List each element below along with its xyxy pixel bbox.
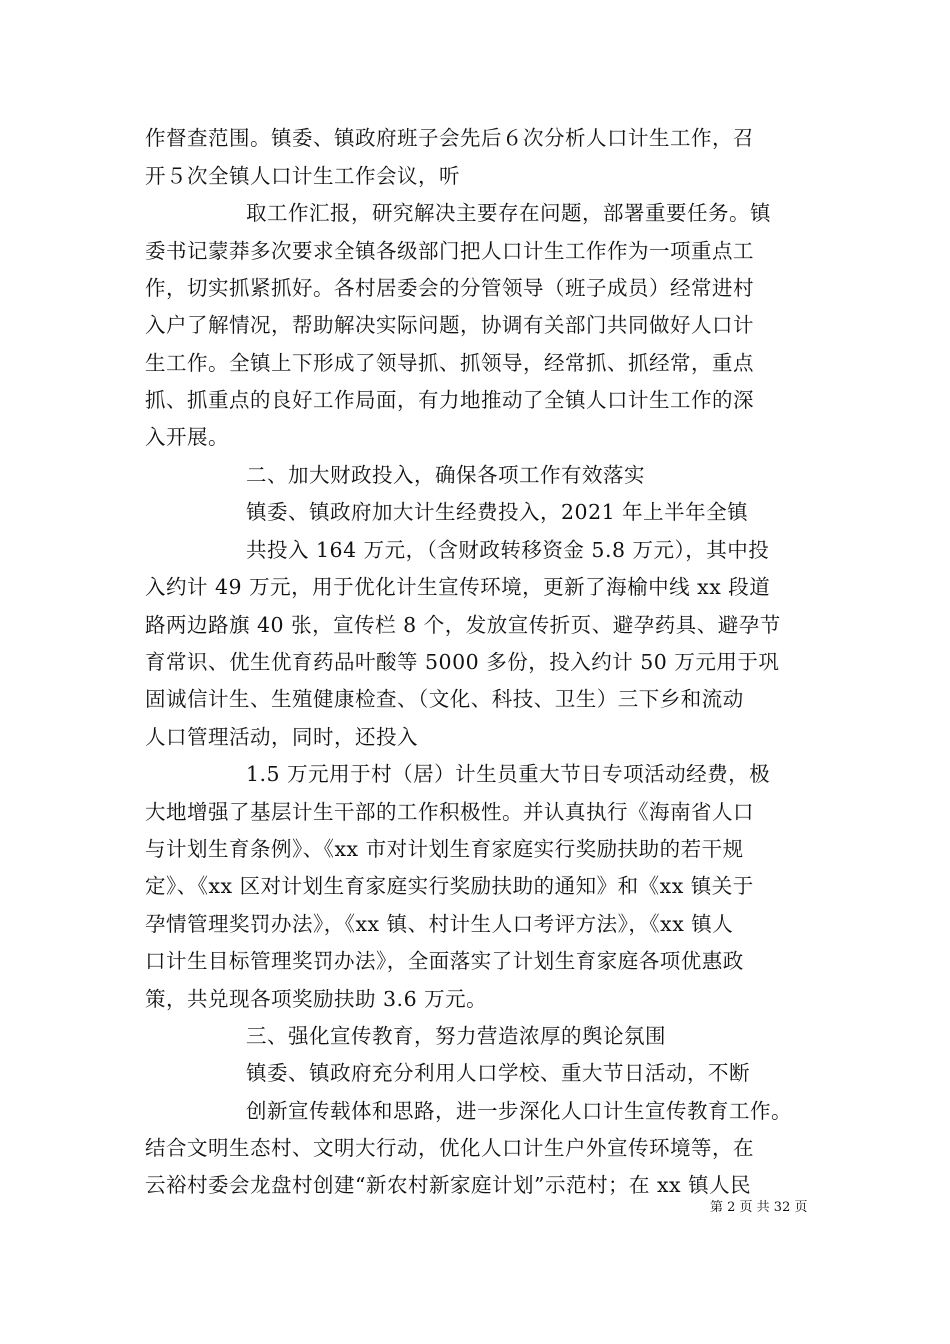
text-line: 取工作汇报，研究解决主要存在问题，部署重要任务。镇: [246, 201, 771, 225]
text-line: 人口管理活动，同时，还投入: [145, 725, 418, 749]
text-line: 镇委、镇政府充分利用人口学校、重大节日活动，不断: [246, 1061, 750, 1085]
text-line: 委书记蒙莽多次要求全镇各级部门把人口计生工作作为一项重点工: [145, 239, 754, 263]
text-line: 入户了解情况，帮助解决实际问题，协调有关部门共同做好人口计: [145, 313, 754, 337]
text-line: 口计生目标管理奖罚办法》，全面落实了计划生育家庭各项优惠政: [145, 949, 744, 973]
text-line: 固诚信计生、生殖健康检查、（文化、科技、卫生）三下乡和流动: [145, 687, 744, 711]
text-line: 入约计 49 万元，用于优化计生宣传环境，更新了海榆中线 xx 段道: [145, 575, 771, 599]
text-line: 路两边路旗 40 张，宣传栏 8 个，发放宣传折页、避孕药具、避孕节: [145, 613, 781, 637]
text-line: 大地增强了基层计生干部的工作积极性。并认真执行《海南省人口: [145, 800, 754, 824]
text-line: 生工作。全镇上下形成了领导抓、抓领导，经常抓、抓经常，重点: [145, 351, 754, 375]
text-line: 结合文明生态村、文明大行动，优化人口计生户外宣传环境等，在: [145, 1136, 754, 1160]
text-line: 创新宣传载体和思路，进一步深化人口计生宣传教育工作。: [246, 1099, 792, 1123]
text-line: 作督查范围。镇委、镇政府班子会先后６次分析人口计生工作，召: [145, 126, 754, 150]
text-line: 1.5 万元用于村（居）计生员重大节日专项活动经费，极: [246, 762, 771, 786]
page-number: 第 2 页 共 32 页: [710, 1200, 808, 1215]
text-line: 入开展。: [145, 425, 229, 449]
text-line: 孕情管理奖罚办法》，《xx 镇、村计生人口考评方法》，《xx 镇人: [145, 912, 734, 936]
text-line: 作，切实抓紧抓好。各村居委会的分管领导（班子成员）经常进村: [145, 276, 754, 300]
text-line: 策，共兑现各项奖励扶助 3.6 万元。: [145, 987, 488, 1011]
text-line: 抓、抓重点的良好工作局面，有力地推动了全镇人口计生工作的深: [145, 388, 754, 412]
section-heading: 二、加大财政投入，确保各项工作有效落实: [246, 463, 645, 487]
text-line: 与计划生育条例》、《xx 市对计划生育家庭实行奖励扶助的若干规: [145, 837, 744, 861]
text-line: 云裕村委会龙盘村创建“新农村新家庭计划”示范村；在 xx 镇人民: [145, 1173, 752, 1197]
text-line: 育常识、优生优育药品叶酸等 5000 多份，投入约计 50 万元用于巩: [145, 650, 780, 674]
section-heading: 三、强化宣传教育，努力营造浓厚的舆论氛围: [246, 1024, 666, 1048]
text-line: 共投入 164 万元，（含财政转移资金 5.8 万元），其中投: [246, 538, 770, 562]
text-line: 镇委、镇政府加大计生经费投入，2021 年上半年全镇: [246, 500, 749, 524]
text-line: 开５次全镇人口计生工作会议，听: [145, 164, 460, 188]
text-line: 定》、《xx 区对计划生育家庭实行奖励扶助的通知》和《xx 镇关于: [145, 874, 754, 898]
